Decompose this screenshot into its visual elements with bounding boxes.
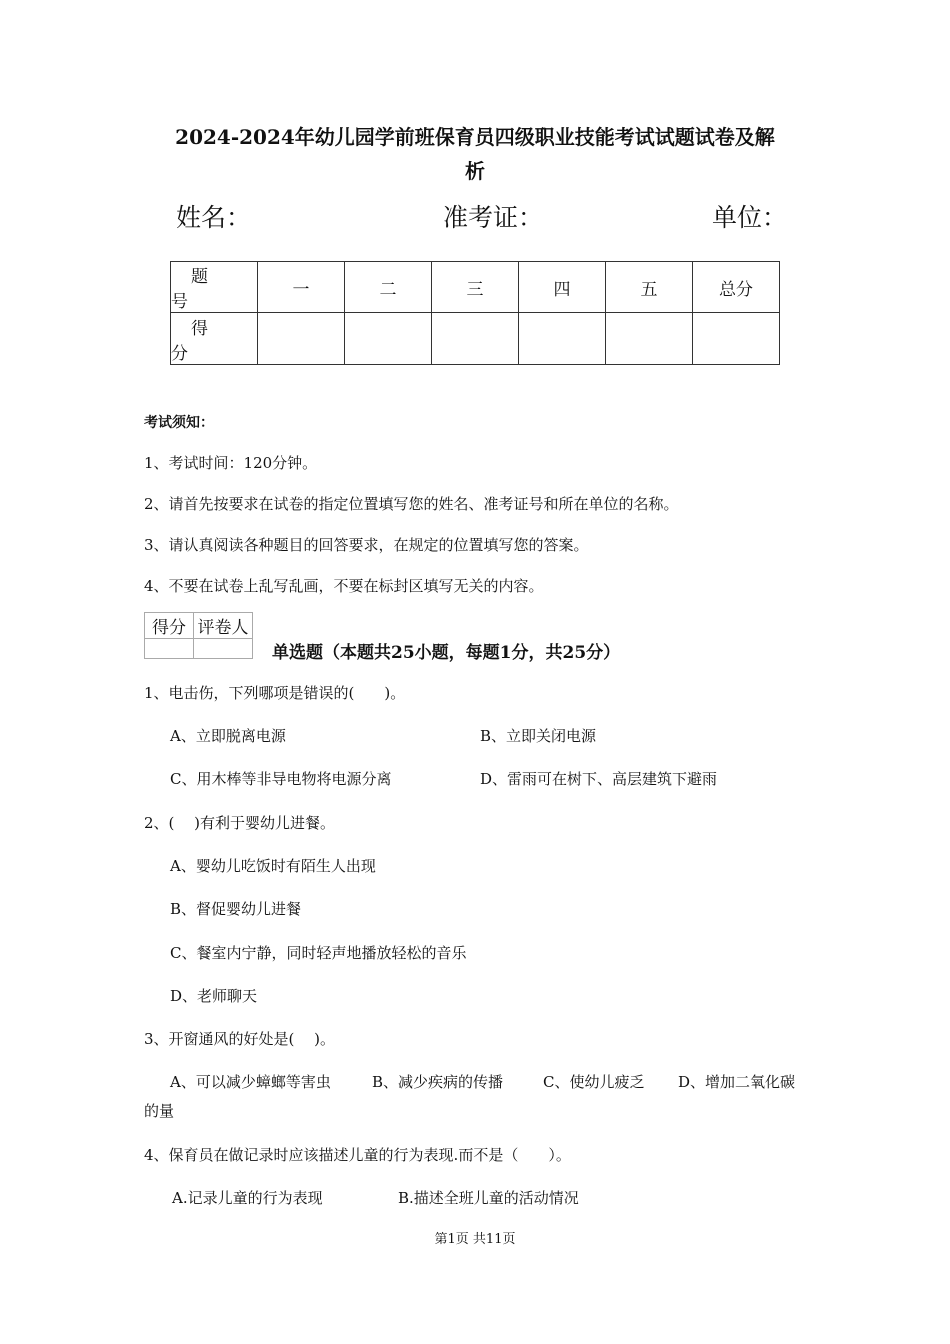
question-stem: 2、( )有利于婴幼儿进餐。 [144,814,336,832]
option-b: B、减少疾病的传播 [372,1073,504,1091]
option-c: C、使幼儿疲乏 [543,1073,645,1091]
option-b: B、立即关闭电源 [480,727,597,745]
notice-item: 4、不要在试卷上乱写乱画，不要在标封区填写无关的内容。 [144,577,544,595]
option-b: B.描述全班儿童的活动情况 [398,1189,579,1207]
grader-box-score-cell[interactable] [145,639,194,659]
page-footer: 第1页 共11页 [434,1232,516,1247]
option-c: C、餐室内宁静，同时轻声地播放轻松的音乐 [170,944,467,962]
exam-id-field-label: 准考证： [443,203,544,232]
question-stem: 4、保育员在做记录时应该描述儿童的行为表现.而不是（ ）。 [144,1146,571,1164]
option-a: A、婴幼儿吃饭时有陌生人出现 [170,857,376,875]
question-stem: 1、电击伤，下列哪项是错误的( )。 [144,684,406,702]
section-title: 单选题（本题共25小题，每题1分，共25分） [272,643,621,663]
option-c: C、用木棒等非导电物将电源分离 [170,770,392,788]
score-cell[interactable] [693,313,780,365]
score-table [170,261,780,365]
notice-item: 2、请首先按要求在试卷的指定位置填写您的姓名、准考证号和所在单位的名称。 [144,495,679,513]
option-a: A.记录儿童的行为表现 [172,1189,323,1207]
score-table-header-cell: 五 [606,262,693,313]
unit-field-label: 单位： [712,203,788,232]
score-cell[interactable] [606,313,693,365]
option-b: B、督促婴幼儿进餐 [170,900,302,918]
option-a: A、立即脱离电源 [170,727,286,745]
notice-item: 1、考试时间：120分钟。 [144,454,318,472]
page-title-line1: 2024-2024年幼儿园学前班保育员四级职业技能考试试题试卷及解 [175,125,775,149]
option-d: D、雷雨可在树下、高层建筑下避雨 [480,770,718,788]
score-table-header-cell: 二 [345,262,432,313]
score-table-header-row [171,262,780,313]
option-d-continuation: 的量 [144,1102,175,1120]
score-table-row-label: 得 分 [171,313,258,365]
score-table-score-row [171,313,780,365]
score-table-header-cell: 三 [432,262,519,313]
grader-box-grader-label: 评卷人 [194,613,253,639]
score-table-header-cell: 一 [258,262,345,313]
notice-item: 3、请认真阅读各种题目的回答要求，在规定的位置填写您的答案。 [144,536,589,554]
grader-box-grader-cell[interactable] [194,639,253,659]
option-d: D、增加二氧化碳 [678,1073,796,1091]
page-title-line2: 析 [465,159,485,183]
grader-box [144,612,253,659]
score-table-header-cell: 四 [519,262,606,313]
question-stem: 3、开窗通风的好处是( )。 [144,1030,336,1048]
score-table-header-cell: 总分 [693,262,780,313]
notice-heading: 考试须知： [144,415,214,431]
name-field-label: 姓名： [176,203,252,232]
score-cell[interactable] [345,313,432,365]
score-cell[interactable] [258,313,345,365]
score-table-header-label: 题 号 [171,262,258,313]
score-cell[interactable] [432,313,519,365]
option-d: D、老师聊天 [170,987,258,1005]
score-cell[interactable] [519,313,606,365]
grader-box-score-label: 得分 [145,613,194,639]
option-a: A、可以减少蟑螂等害虫 [170,1073,331,1091]
